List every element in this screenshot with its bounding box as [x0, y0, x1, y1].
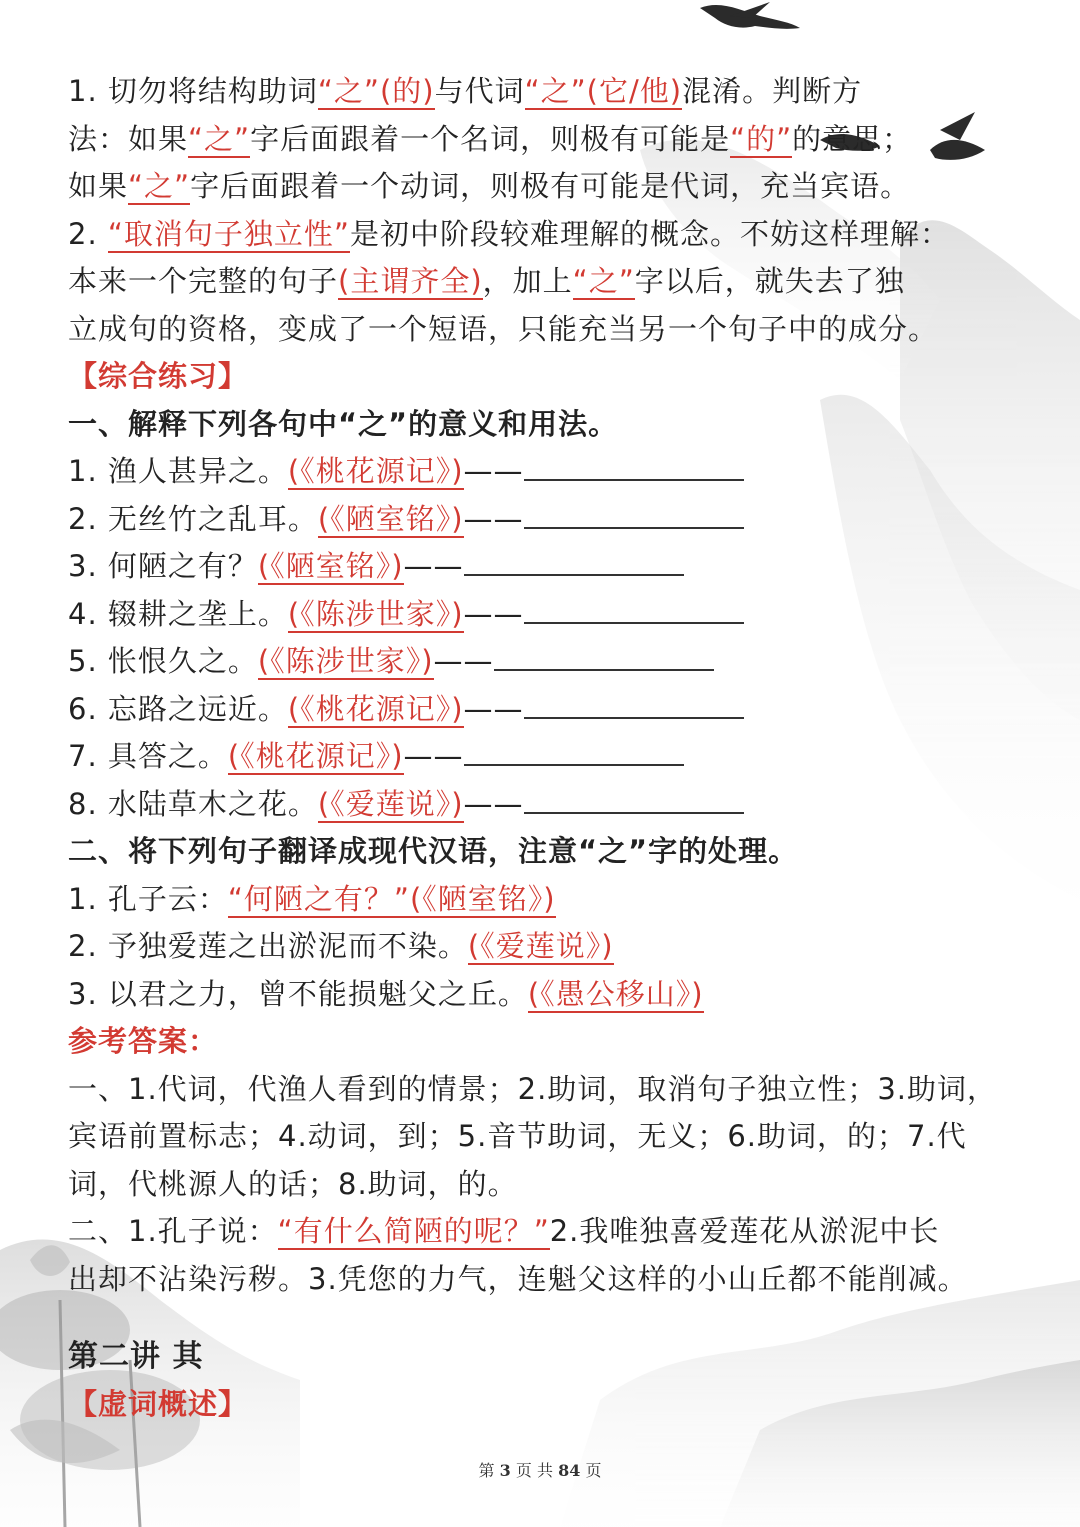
item-sentence: 水陆草木之花。 [107, 786, 318, 821]
item-source: (《陋室铭》) [257, 549, 404, 583]
note-underline: “的” [730, 121, 793, 156]
item-number: 3. [68, 549, 98, 583]
exercise-item [68, 781, 1018, 829]
dash: —— [403, 739, 464, 773]
note-text: 法：如果 [68, 121, 189, 156]
answer-1-line-1: 一、1.代词，代渔人看到的情景；2.助词，取消句子独立性；3.助词， [68, 1071, 998, 1106]
dash: —— [403, 549, 464, 583]
note-text: 切勿将结构助词 [107, 74, 318, 108]
exercise-item [68, 496, 1018, 544]
note-1-line-1 [68, 68, 1018, 116]
answer-blank[interactable] [524, 697, 744, 719]
item-sentence: 予独爱莲之出淤泥而不染。 [107, 929, 468, 963]
answer-blank[interactable] [464, 554, 684, 576]
note-text: 字以后，就失去了独 [634, 264, 905, 298]
item-sentence: 具答之。 [107, 739, 228, 773]
document-body [68, 68, 1018, 1428]
exercise-item [68, 591, 1018, 639]
part-2-list [68, 876, 1018, 1019]
item-source: (《陈涉世家》) [257, 644, 434, 678]
answer-2-line-2: 出却不沾染污秽。3.凭您的力气，连魁父这样的小山丘都不能削减。 [68, 1261, 968, 1296]
answer-blank[interactable] [494, 649, 714, 671]
item-sentence: 孔子云： [107, 881, 228, 916]
answer-blank[interactable] [524, 602, 744, 624]
note-underline: “之” [128, 169, 191, 203]
note-underline: “之”(它/他) [524, 74, 683, 108]
item-source: (《爱莲说》) [317, 786, 464, 821]
note-underline: “之”(的) [317, 74, 435, 108]
item-number: 7. [68, 739, 98, 773]
note-number: 1. [68, 74, 98, 108]
lecture-2-title: 第二讲 其 [68, 1339, 204, 1374]
exercise-item [68, 686, 1018, 734]
note-underline: “取消句子独立性” [107, 216, 350, 251]
item-source: (《爱莲说》) [467, 929, 614, 963]
item-sentence: 渔人甚异之。 [107, 454, 288, 488]
answer-blank[interactable] [524, 792, 744, 814]
exercise-item [68, 543, 1018, 591]
item-sentence: 何陋之有？ [107, 549, 258, 583]
note-2-line-2 [68, 258, 1018, 306]
item-source: “何陋之有？”(《陋室铭》) [227, 881, 556, 916]
part-1-heading: 一、解释下列各句中“之”的意义和用法。 [68, 406, 619, 441]
answer-1-line-3: 词，代桃源人的话；8.助词，的。 [68, 1166, 518, 1201]
translation-item [68, 923, 1018, 971]
answer-text: 二、1.孔子说： [68, 1214, 278, 1248]
exercise-item [68, 733, 1018, 781]
note-2-line-3 [68, 306, 1018, 354]
dash: —— [463, 501, 524, 536]
note-text: 立成句的资格，变成了一个短语，只能充当另一个句子中的成分。 [68, 311, 939, 346]
item-sentence: 无丝竹之乱耳。 [107, 501, 318, 536]
item-number: 5. [68, 644, 98, 678]
translation-item [68, 876, 1018, 924]
item-source: (《愚公移山》) [527, 976, 704, 1011]
part-2-heading: 二、将下列句子翻译成现代汉语，注意“之”字的处理。 [68, 834, 799, 868]
note-text: ，加上 [482, 264, 573, 298]
note-text: 的意思； [792, 121, 913, 156]
note-underline: “之” [188, 121, 251, 156]
note-1-line-3 [68, 163, 1018, 211]
answer-text: 2.我唯独喜爱莲花从淤泥中长 [549, 1214, 940, 1248]
item-number: 8. [68, 786, 98, 821]
answer-1-line-2: 宾语前置标志；4.动词，到；5.音节助词，无义；6.助词，的；7.代 [68, 1119, 967, 1153]
footer-text: 页 共 [515, 1461, 553, 1480]
item-source: (《桃花源记》) [287, 691, 464, 726]
footer-text: 页 [585, 1461, 602, 1480]
page-number: 3 [499, 1461, 511, 1480]
item-source: (《陈涉世家》) [287, 596, 464, 631]
note-text: 与代词 [434, 74, 525, 108]
footer-text: 第 [478, 1461, 495, 1480]
dash: —— [463, 691, 524, 726]
item-number: 2. [68, 929, 98, 963]
exercise-item [68, 448, 1018, 496]
item-number: 3. [68, 976, 98, 1011]
note-text: 是初中阶段较难理解的概念。不妨这样理解： [349, 216, 950, 251]
section-practice-heading: 【综合练习】 [68, 359, 249, 393]
note-text: 字后面跟着一个动词，则极有可能是代词，充当宾语。 [190, 169, 911, 203]
note-underline: “之” [572, 264, 635, 298]
item-sentence: 辍耕之垄上。 [107, 596, 288, 631]
dash: —— [463, 786, 524, 821]
note-number: 2. [68, 216, 98, 251]
note-text: 本来一个完整的句子 [68, 264, 339, 298]
answer-blank[interactable] [524, 459, 744, 481]
answer-blank[interactable] [464, 744, 684, 766]
answer-2-line-1 [68, 1208, 1018, 1256]
item-sentence: 怅恨久之。 [107, 644, 258, 678]
note-2-line-1 [68, 211, 1018, 259]
dash: —— [463, 596, 524, 631]
page-total: 84 [558, 1461, 581, 1480]
part-1-list [68, 448, 1018, 828]
note-1-line-2 [68, 116, 1018, 164]
lecture-2-section-heading: 【虚词概述】 [68, 1386, 249, 1421]
item-source: (《陋室铭》) [317, 501, 464, 536]
item-sentence: 以君之力，曾不能损魁父之丘。 [107, 976, 528, 1011]
item-number: 2. [68, 501, 98, 536]
item-number: 1. [68, 881, 98, 916]
answers-heading: 参考答案： [68, 1024, 219, 1058]
item-source: (《桃花源记》) [227, 739, 404, 773]
dash: —— [433, 644, 494, 678]
dash: —— [463, 454, 524, 488]
note-underline: (主谓齐全) [338, 264, 483, 298]
note-text: 如果 [68, 169, 129, 203]
note-text: 字后面跟着一个名词，则极有可能是 [250, 121, 731, 156]
item-number: 1. [68, 454, 98, 488]
spacer [68, 1303, 1018, 1333]
translation-item [68, 971, 1018, 1019]
answer-blank[interactable] [524, 507, 744, 529]
item-number: 6. [68, 691, 98, 726]
exercise-item [68, 638, 1018, 686]
item-number: 4. [68, 596, 98, 631]
answer-underline: “有什么简陋的呢？” [277, 1214, 550, 1248]
item-source: (《桃花源记》) [287, 454, 464, 488]
note-text: 混淆。判断方 [682, 74, 863, 108]
item-sentence: 忘路之远近。 [107, 691, 288, 726]
page-footer [0, 1458, 1080, 1481]
